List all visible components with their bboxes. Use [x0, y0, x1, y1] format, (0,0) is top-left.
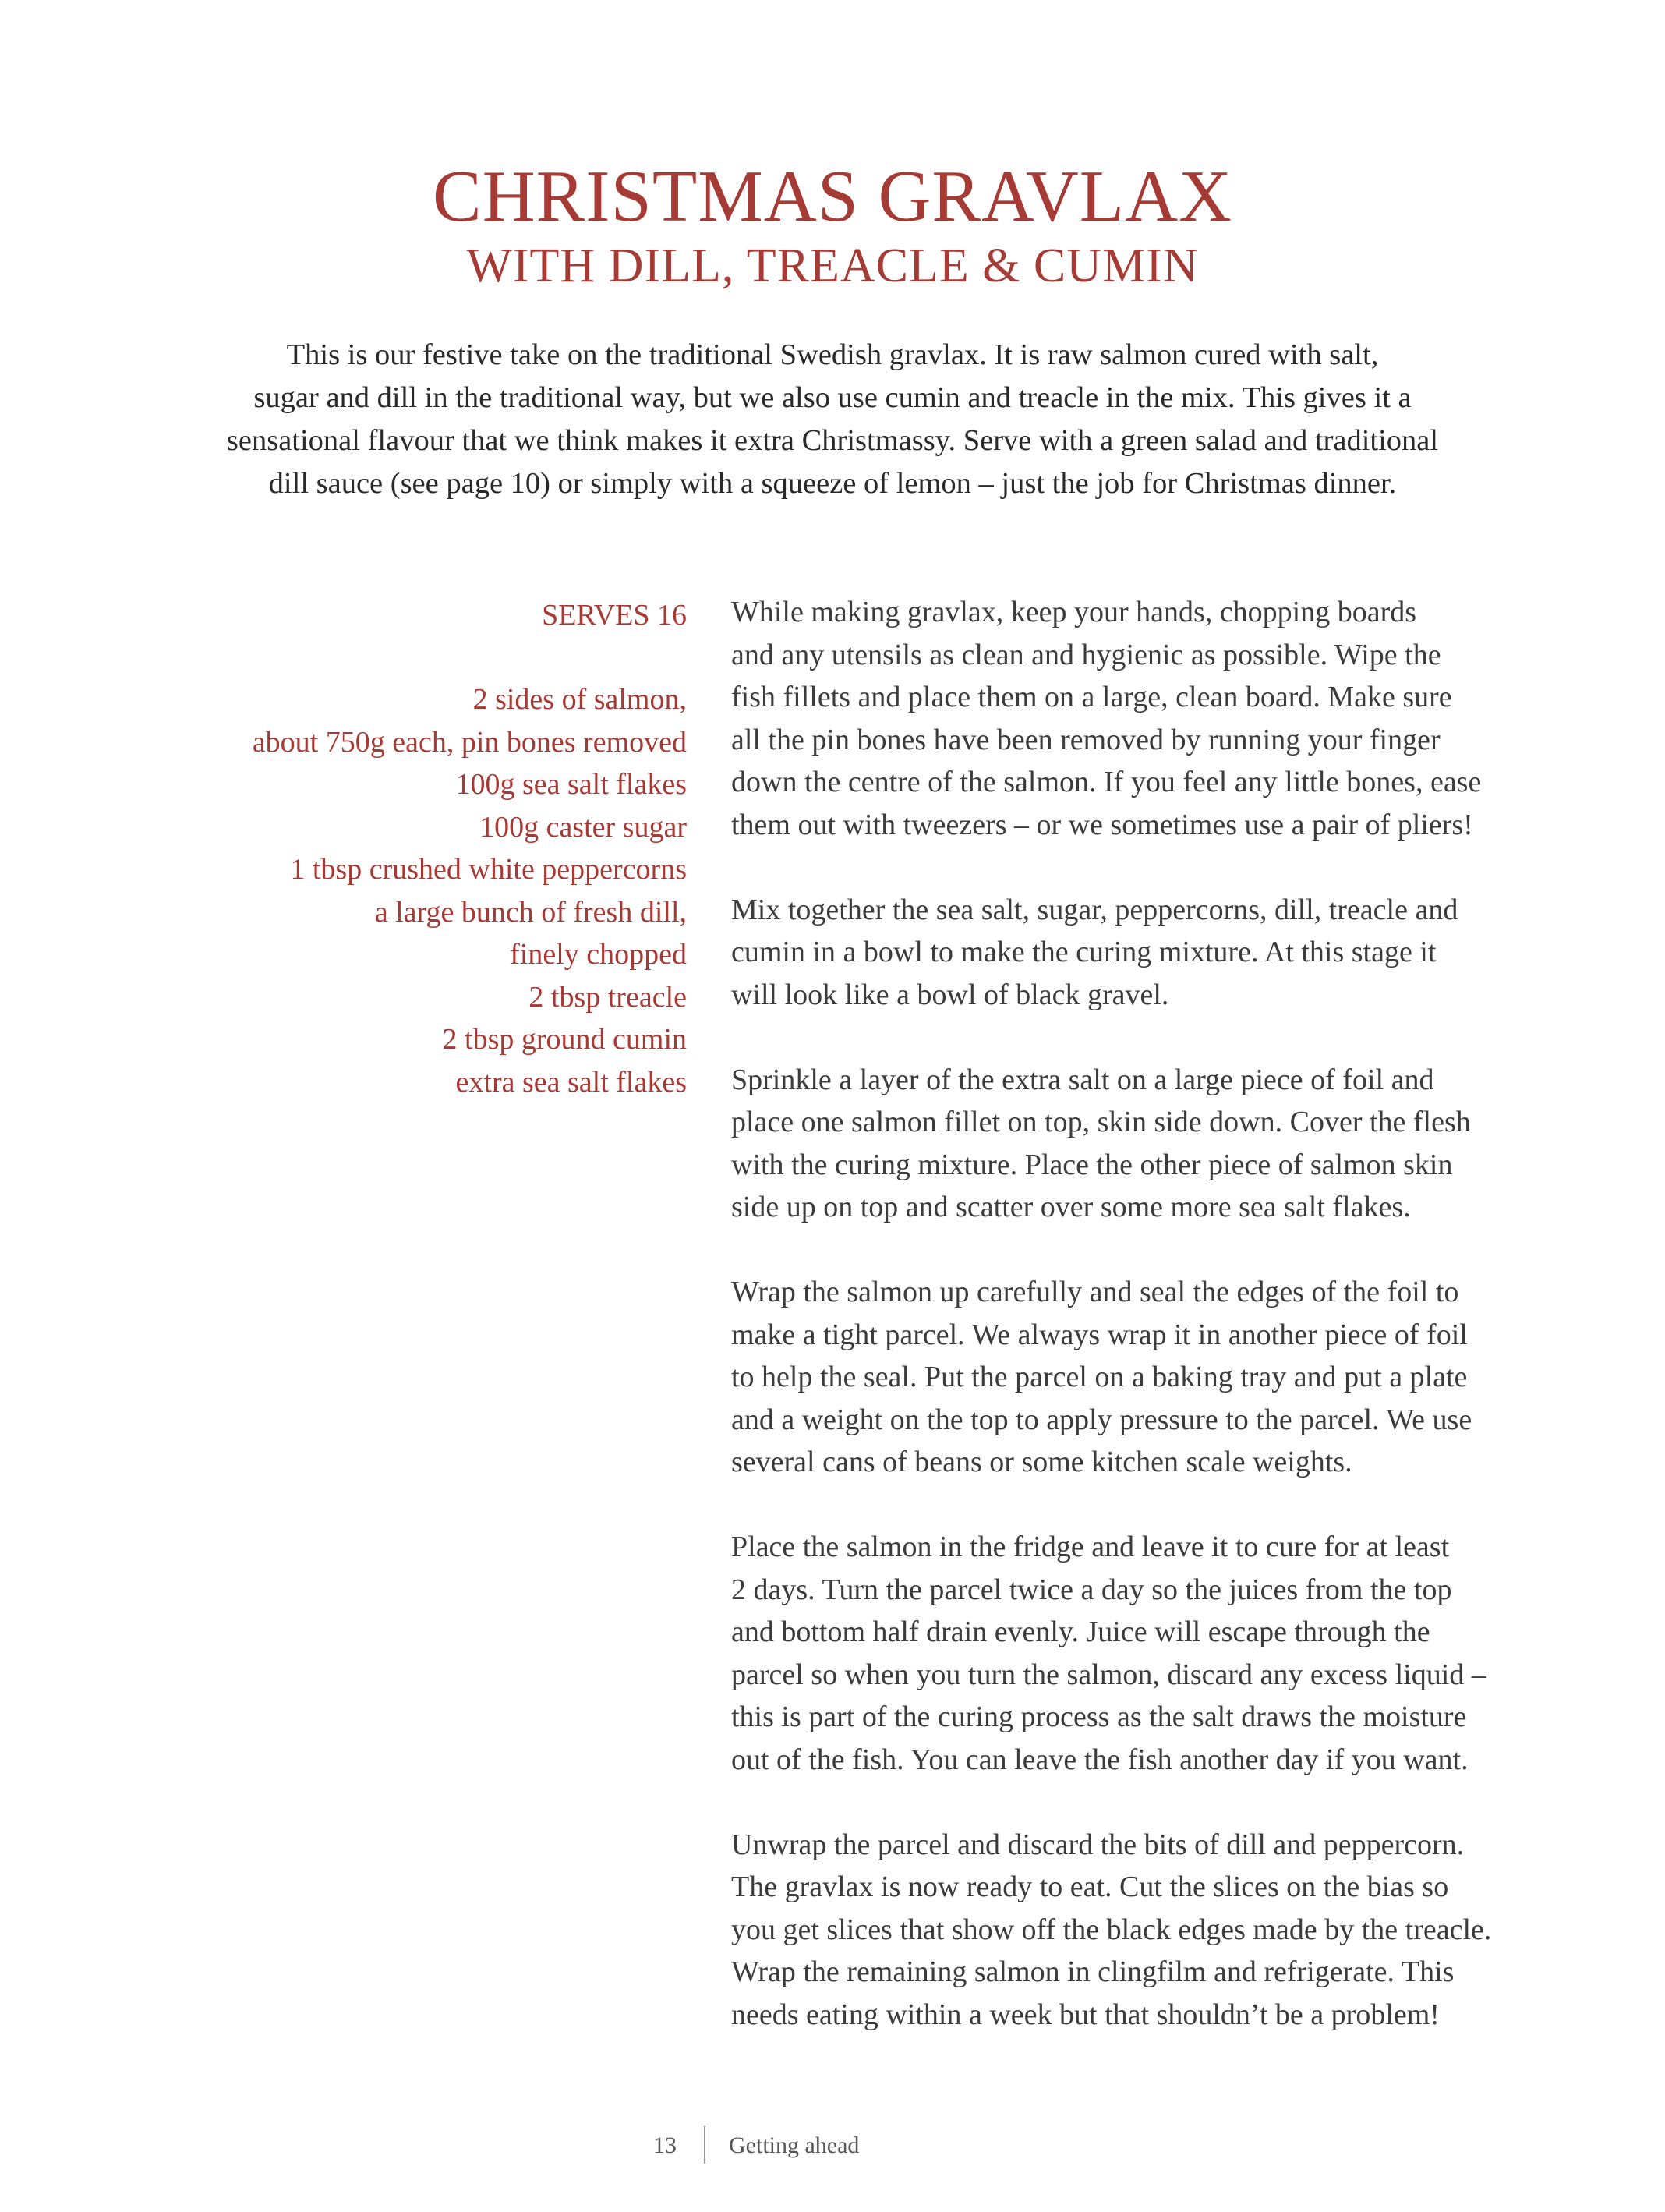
method-line: them out with tweezers – or we sometimes use a pair of pliers!	[731, 808, 1473, 841]
intro-line: This is our festive take on the traditional Swedish gravlax. It is raw salmon cured with salt,	[286, 338, 1379, 371]
ingredient-item: 2 tbsp treacle	[528, 980, 687, 1014]
ingredient-item: 2 tbsp ground cumin	[442, 1023, 687, 1056]
method-paragraph	[731, 1526, 1604, 1781]
ingredient-item: a large bunch of fresh dill,	[374, 895, 687, 929]
method-line: Mix together the sea salt, sugar, peppercorns, dill, treacle and	[731, 893, 1458, 926]
intro-line: sensational flavour that we think makes it extra Christmassy. Serve with a green salad and traditional	[226, 424, 1439, 457]
method-line: Wrap the remaining salmon in clingfilm and refrigerate. This	[731, 1955, 1455, 1988]
ingredient-item: about 750g each, pin bones removed	[252, 725, 687, 759]
method-column	[731, 591, 1604, 2036]
section-name: Getting ahead	[729, 2132, 860, 2158]
method-paragraph	[731, 1824, 1604, 2037]
ingredient-item: 1 tbsp crushed white peppercorns	[290, 853, 687, 886]
method-line: parcel so when you turn the salmon, discard any excess liquid –	[731, 1658, 1486, 1691]
method-line: all the pin bones have been removed by running your finger	[731, 723, 1441, 756]
method-line: While making gravlax, keep your hands, chopping boards	[731, 596, 1417, 628]
serves-label: SERVES 16	[542, 599, 687, 632]
method-line: The gravlax is now ready to eat. Cut the slices on the bias so	[731, 1870, 1449, 1903]
recipe-subtitle: WITH DILL, TREACLE & CUMIN	[466, 239, 1199, 292]
method-line: several cans of beans or some kitchen scale weights.	[731, 1446, 1352, 1478]
method-line: cumin in a bowl to make the curing mixture. At this stage it	[731, 936, 1437, 968]
method-line: and any utensils as clean and hygienic as possible. Wipe the	[731, 638, 1441, 671]
method-line: side up on top and scatter over some more sea salt flakes.	[731, 1191, 1411, 1223]
method-line: with the curing mixture. Place the other piece of salmon skin	[731, 1148, 1453, 1181]
ingredient-item: extra sea salt flakes	[455, 1065, 687, 1099]
method-line: you get slices that show off the black edges made by the treacle.	[731, 1913, 1492, 1946]
footer-divider	[704, 2126, 705, 2164]
recipe-intro	[148, 334, 1517, 505]
ingredient-item: finely chopped	[510, 938, 687, 971]
method-line: place one salmon fillet on top, skin side down. Cover the flesh	[731, 1106, 1471, 1138]
method-paragraph	[731, 1271, 1604, 1484]
method-line: needs eating within a week but that shouldn’t be a problem!	[731, 1998, 1440, 2031]
page-number: 13	[653, 2132, 677, 2158]
method-line: Place the salmon in the fridge and leave it to cure for at least	[731, 1531, 1450, 1563]
method-line: and a weight on the top to apply pressure to the parcel. We use	[731, 1403, 1472, 1436]
method-paragraph	[731, 889, 1604, 1017]
method-line: down the centre of the salmon. If you feel any little bones, ease	[731, 766, 1482, 798]
ingredient-item: 2 sides of salmon,	[472, 683, 687, 716]
ingredient-item: 100g caster sugar	[479, 810, 687, 844]
intro-line: sugar and dill in the traditional way, but we also use cumin and treacle in the mix. This gives it a	[253, 381, 1412, 414]
method-line: will look like a bowl of black gravel.	[731, 978, 1169, 1011]
intro-line: dill sauce (see page 10) or simply with a squeeze of lemon – just the job for Christmas dinner.	[268, 467, 1397, 500]
method-line: out of the fish. You can leave the fish another day if you want.	[731, 1743, 1469, 1776]
method-line: and bottom half drain evenly. Juice will escape through the	[731, 1616, 1430, 1648]
method-line: Wrap the salmon up carefully and seal the edges of the foil to	[731, 1276, 1459, 1308]
method-line: 2 days. Turn the parcel twice a day so the juices from the top	[731, 1573, 1452, 1606]
method-line: make a tight parcel. We always wrap it in another piece of foil	[731, 1318, 1468, 1351]
page-footer	[0, 2126, 1665, 2165]
method-line: Unwrap the parcel and discard the bits of dill and peppercorn.	[731, 1828, 1465, 1861]
method-paragraph	[731, 1059, 1604, 1229]
method-line: to help the seal. Put the parcel on a baking tray and put a plate	[731, 1361, 1468, 1393]
ingredient-item: 100g sea salt flakes	[455, 768, 687, 801]
ingredients-list	[94, 678, 687, 1103]
recipe-title: CHRISTMAS GRAVLAX	[433, 156, 1232, 237]
method-line: Sprinkle a layer of the extra salt on a large piece of foil and	[731, 1063, 1434, 1096]
method-paragraph	[731, 591, 1604, 846]
method-line: fish fillets and place them on a large, clean board. Make sure	[731, 681, 1452, 713]
method-line: this is part of the curing process as the salt draws the moisture	[731, 1701, 1467, 1733]
